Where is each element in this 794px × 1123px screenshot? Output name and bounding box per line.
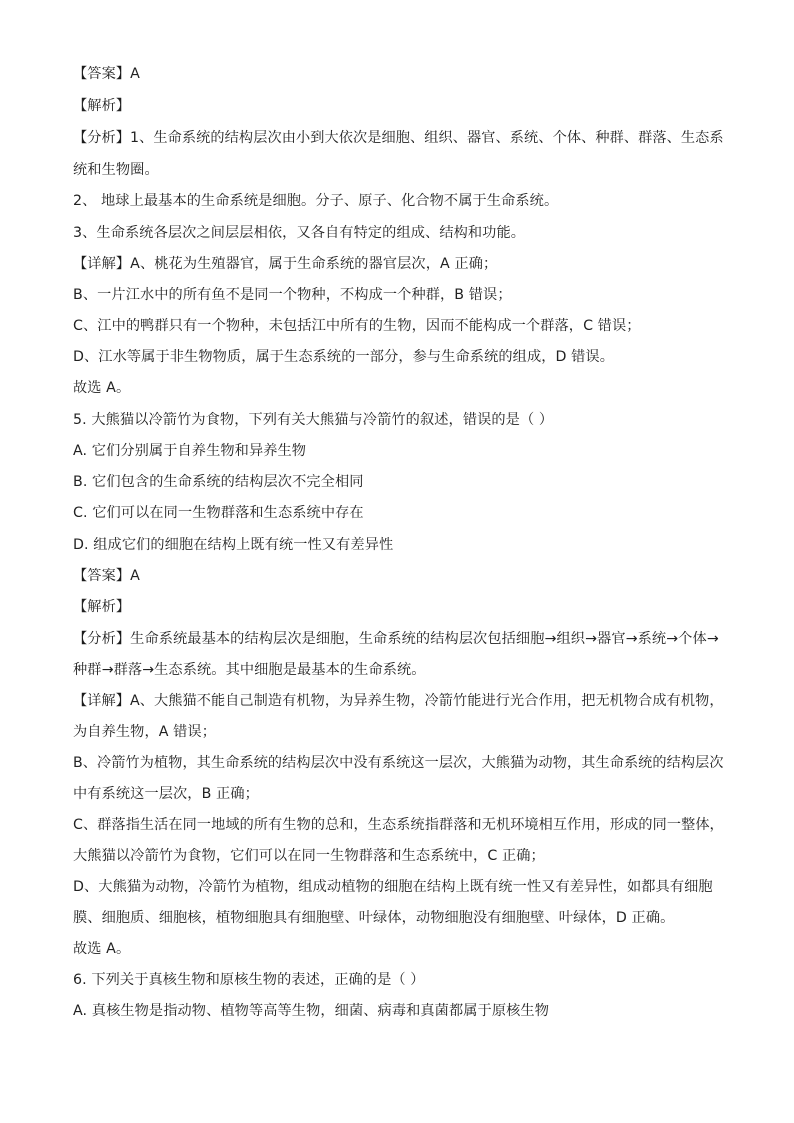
q4-analysis-label: 【解析】 — [73, 98, 131, 114]
q5-conclusion: 故选 A。 — [73, 941, 131, 957]
q5-fenxi-line1 — [73, 629, 719, 649]
q4-point3: 3、生命系统各层次之间层层相依，又各自有特定的组成、结构和功能。 — [73, 225, 526, 241]
q4-answer-line — [73, 64, 140, 84]
fenxi-text: 生命系统最基本的结构层次是细胞，生命系统的结构层次包括细胞→组织→器官→系统→个体→ — [130, 631, 719, 647]
fenxi-text: 1、生命系统的结构层次由小到大依次是细胞、组织、器官、系统、个体、种群、群落、生态系 — [130, 130, 724, 146]
q4-detail-c: C、江中的鸭群只有一个物种，未包括江中所有的生物，因而不能构成一个群落，C 错误； — [73, 318, 641, 334]
q5-option-b: B. 它们包含的生命系统的结构层次不完全相同 — [73, 474, 364, 490]
detail-text: A、桃花为生殖器官，属于生命系统的器官层次，A 正确； — [130, 256, 498, 272]
q4-conclusion: 故选 A。 — [73, 380, 131, 396]
answer-label: 【答案】 — [73, 66, 131, 82]
answer-label: 【答案】 — [73, 568, 131, 584]
q4-detail-b: B、一片江水中的所有鱼不是同一个物种，不构成一个种群，B 错误； — [73, 287, 512, 303]
q5-detail-d1: D、大熊猫为动物，冷箭竹为植物，组成动植物的细胞在结构上既有统一性又有差异性，如都具有细胞 — [73, 879, 713, 895]
q4-point2: 2、 地球上最基本的生命系统是细胞。分子、原子、化合物不属于生命系统。 — [73, 193, 559, 209]
fenxi-label: 【分析】 — [73, 631, 131, 647]
detail-text: A、大熊猫不能自己制造有机物，为异养生物，冷箭竹能进行光合作用，把无机物合成有机物， — [129, 693, 724, 709]
q5-fenxi-line2: 种群→群落→生态系统。其中细胞是最基本的生命系统。 — [73, 662, 426, 678]
q4-fenxi-line2: 统和生物圈。 — [73, 162, 159, 178]
q5-detail-a2: 为自养生物，A 错误； — [73, 724, 217, 740]
q4-detail-d: D、江水等属于非生物物质，属于生态系统的一部分，参与生命系统的组成，D 错误。 — [73, 349, 615, 365]
q5-option-c: C. 它们可以在同一生物群落和生态系统中存在 — [73, 505, 364, 521]
q5-answer-line — [73, 566, 140, 586]
q5-detail-c2: 大熊猫以冷箭竹为食物，它们可以在同一生物群落和生态系统中，C 正确； — [73, 848, 545, 864]
fenxi-label: 【分析】 — [73, 130, 131, 146]
detail-label: 【详解】 — [73, 256, 131, 272]
q5-option-d: D. 组成它们的细胞在结构上既有统一性又有差异性 — [73, 537, 394, 553]
q6-option-a: A. 真核生物是指动物、植物等高等生物，细菌、病毒和真菌都属于原核生物 — [73, 1003, 549, 1019]
q5-detail-a1 — [73, 691, 724, 711]
answer-value: A — [130, 568, 140, 584]
q6-stem: 6. 下列关于真核生物和原核生物的表述，正确的是（ ） — [73, 972, 425, 988]
answer-value: A — [130, 66, 140, 82]
q5-detail-c1: C、群落指生活在同一地域的所有生物的总和，生态系统指群落和无机环境相互作用，形成的同一整体， — [73, 817, 724, 833]
q5-detail-b2: 中有系统这一层次，B 正确； — [73, 786, 259, 802]
detail-label: 【详解】 — [73, 693, 130, 709]
q5-stem: 5. 大熊猫以冷箭竹为食物，下列有关大熊猫与冷箭竹的叙述，错误的是（ ） — [73, 412, 554, 428]
q4-detail-a — [73, 254, 497, 274]
q5-detail-b1: B、冷箭竹为植物，其生命系统的结构层次中没有系统这一层次，大熊猫为动物，其生命系统的结构层次 — [73, 755, 724, 771]
q4-fenxi-line1 — [73, 128, 724, 148]
q5-analysis-label: 【解析】 — [73, 599, 131, 615]
q5-detail-d2: 膜、细胞质、细胞核，植物细胞具有细胞壁、叶绿体，动物细胞没有细胞壁、叶绿体，D 正确。 — [73, 910, 675, 926]
q5-option-a: A. 它们分别属于自养生物和异养生物 — [73, 443, 307, 459]
